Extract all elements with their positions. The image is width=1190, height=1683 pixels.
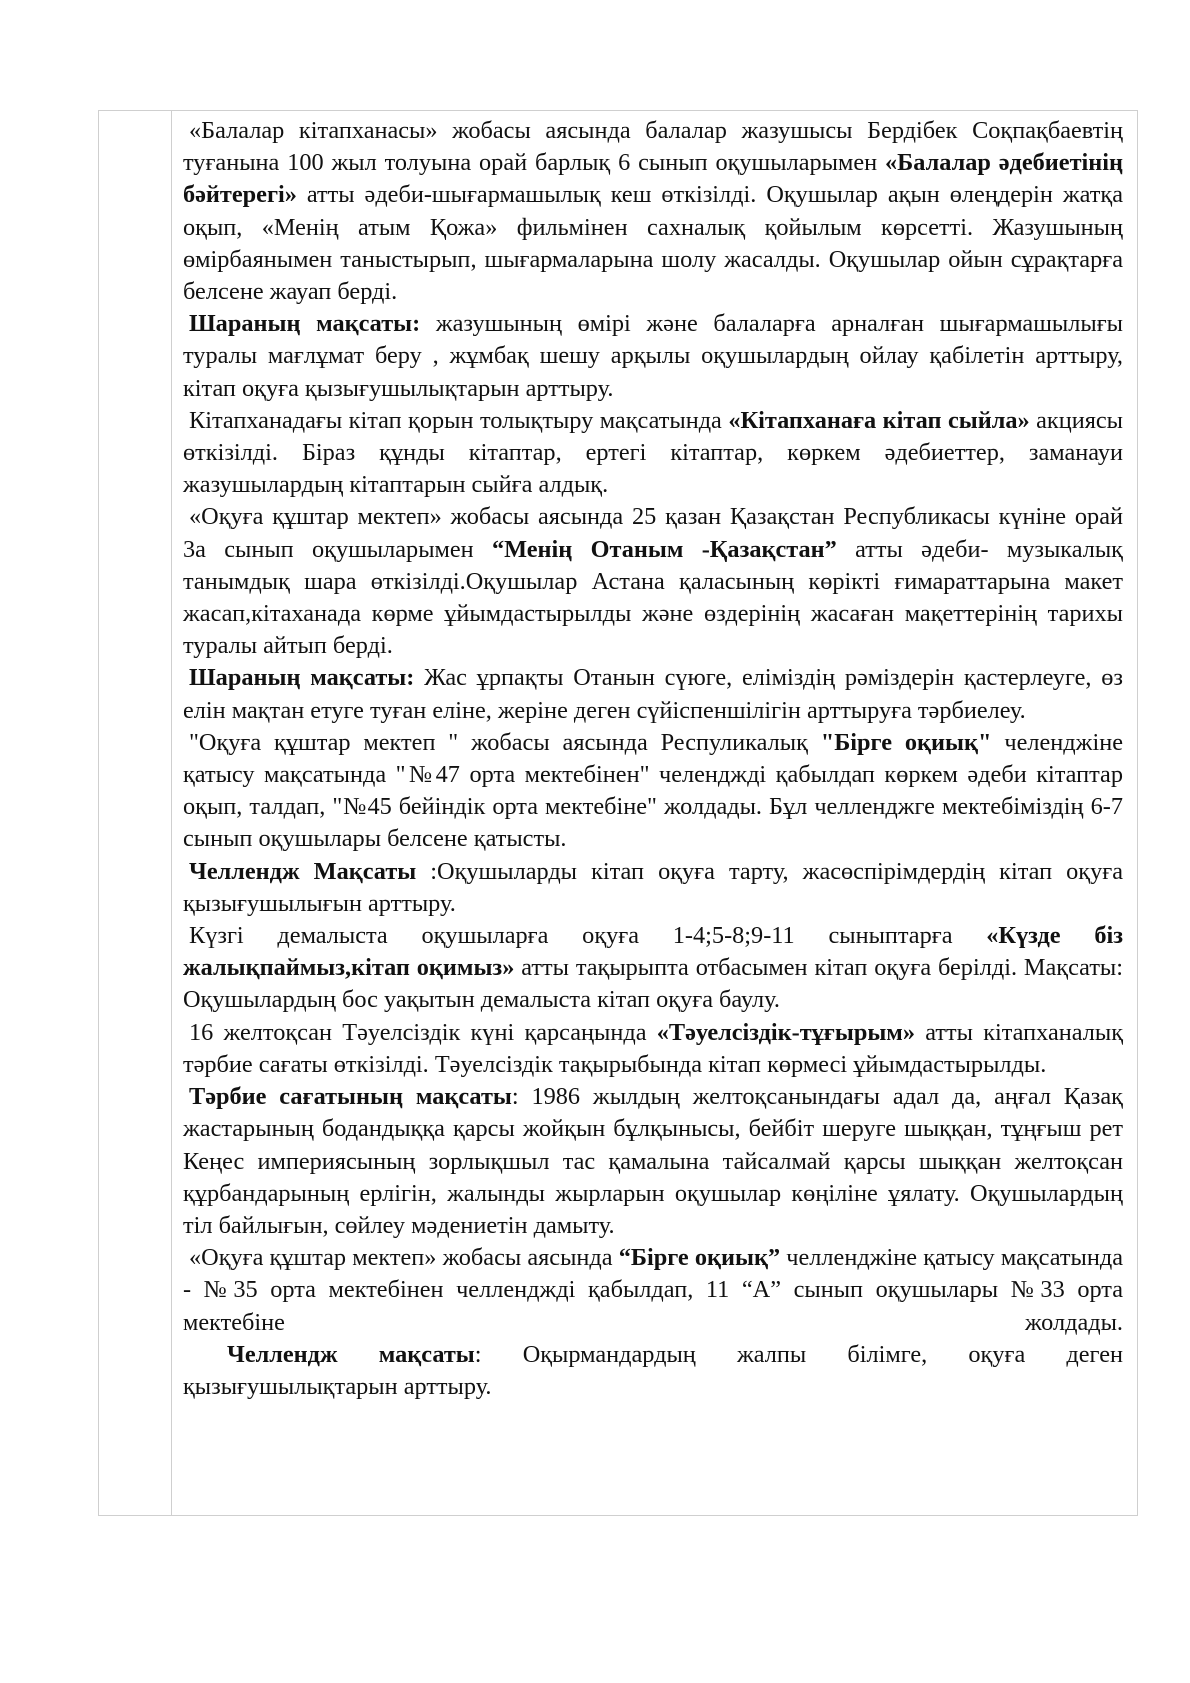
- text-run: : 1986 жылдың желтоқсанындағы адал да, аңғал Қазақ жастарының бодандыққа қарсы жойқын бұлқынысы, бейбіт шеруге шыққан, тұңғыш рет Кеңес империясының зорлықшыл тас қамалына тайсалмай қарсы шыққан желтоқсан құрбандарының ерлігін, жалынды жырларын оқушылар көңіліне ұялату. Оқушылардың тіл байлығын, сөйлеу мәдениетін дамыту.: [183, 1083, 1123, 1239]
- bold-phrase: Челлендж Мақсаты: [189, 857, 417, 885]
- bold-phrase: Шараның мақсаты:: [189, 664, 415, 692]
- bold-phrase: «Балалар әдебиетінің бәйтерегі»: [183, 149, 1123, 209]
- bold-phrase: «Күзде біз жалықпаймыз,кітап оқимыз»: [183, 922, 1123, 982]
- bold-phrase: Тәрбие сағатының мақсаты: [189, 1083, 512, 1111]
- bold-phrase: Шараның мақсаты:: [189, 310, 421, 338]
- paragraph-p5: [183, 662, 1123, 726]
- text-run: «Оқуға құштар мектеп» жобасы аясында 25 қазан Қазақстан Республикасы күніне орай 3а сынып оқушыларымен: [183, 503, 1123, 563]
- text-run: челленджіне қатысу мақсатында - №35 орта мектебінен челленджді қабылдап, 11 “А” сынып оқушылары №33 орта мектебіне жолдады.: [183, 1244, 1123, 1336]
- text-run: атты әдеби-шығармашылық кеш өткізілді. Оқушылар ақын өлеңдерін жатқа оқып, «Менің атым Қожа» фильмінен сахналық қойылым көрсетті. Жазушының өмірбаянымен таныстырып, шығармаларына шолу жасалды. Оқушылар ойын сұрақтарға белсене жауап берді.: [183, 181, 1123, 306]
- text-run: атты әдеби- музыкалық танымдық шара өткізілді.Оқушылар Астана қаласының көрікті ғимараттарына макет жасап,кітаханада көрме ұйымдастырылды және өздерінің жасаған мақеттерінің тарихы туралы айтып берді.: [183, 535, 1123, 660]
- document-table: [98, 110, 1138, 1516]
- text-run: Кітапханадағы кітап қорын толықтыру мақсатында: [189, 406, 729, 434]
- paragraph-p9: [183, 1017, 1123, 1081]
- bold-phrase: "Бірге оқиық": [820, 728, 992, 756]
- bold-phrase: “Менің Отаным -Қазақстан”: [492, 535, 837, 563]
- text-run: «Балалар кітапханасы» жобасы аясында балалар жазушысы Бердібек Соқпақбаевтің туғанына 100 жыл толуына орай барлық 6 сынып оқушыларымен: [183, 117, 1123, 177]
- text-run: атты кітапханалық тәрбие сағаты өткізілді. Тәуелсіздік тақырыбында кітап көрмесі ұйымдастырылды.: [183, 1018, 1124, 1078]
- paragraph-p7: [183, 856, 1123, 920]
- bold-phrase: Челлендж мақсаты: [227, 1340, 475, 1368]
- paragraph-p6: [183, 727, 1123, 856]
- bold-phrase: «Кітапханаға кітап сыйла»: [728, 406, 1030, 434]
- paragraph-p3: [183, 405, 1123, 502]
- paragraph-p11: [183, 1242, 1123, 1339]
- paragraph-p8: [183, 920, 1123, 1017]
- text-run: : Оқырмандардың жалпы білімге, оқуға деген қызығушылықтарын арттыру.: [183, 1340, 1123, 1400]
- text-run: челенджіне қатысу мақсатында "№47 орта мектебінен" челенджді қабылдап көркем әдеби кітаптар оқып, талдап, "№45 бейіндік орта мектебіне" жолдады. Бұл челленджге мектебіміздің 6-7 сынып оқушылары белсене қатысты.: [183, 728, 1123, 853]
- paragraph-p4: [183, 501, 1123, 662]
- paragraph-p10: [183, 1081, 1123, 1242]
- text-run: "Оқуға құштар мектеп " жобасы аясында Респуликалық: [189, 728, 821, 756]
- text-run: атты тақырыпта отбасымен кітап оқуға берілді. Мақсаты: Оқушылардың бос уақытын демалыста кітап оқуға баулу.: [183, 954, 1124, 1014]
- report-text-column: [183, 115, 1123, 1403]
- text-run: «Оқуға құштар мектеп» жобасы аясында: [189, 1244, 619, 1272]
- text-run: 16 желтоқсан Тәуелсіздік күні қарсаңында: [189, 1018, 657, 1046]
- text-run: акциясы өткізілді. Біраз құнды кітаптар, ертегі кітаптар, көркем әдебиеттер, заманауи жазушылардың кітаптарын сыйға алдық.: [183, 406, 1124, 499]
- bold-phrase: «Тәуелсіздік-тұғырым»: [656, 1018, 915, 1046]
- table-left-column: [99, 111, 172, 1515]
- text-run: жазушының өмірі және балаларға арналған шығармашылығы туралы мағлұмат беру , жұмбақ шешу арқылы оқушылардың ойлау қабілетін арттыру, кітап оқуға қызығушылықтарын арттыру.: [183, 310, 1123, 402]
- text-run: Күзгі демалыста оқушыларға оқуға 1-4;5-8;9-11 сыныптарға: [189, 922, 987, 950]
- bold-phrase: “Бірге оқиық”: [618, 1244, 781, 1272]
- paragraph-p2: [183, 308, 1123, 405]
- text-run: Жас ұрпақты Отанын сүюге, еліміздің рәміздерін қастерлеуге, өз елін мақтан етуге туған еліне, жеріне деген сүйіспеншілігін арттыруға тәрбиелеу.: [183, 664, 1123, 724]
- paragraph-p1: [183, 115, 1123, 308]
- paragraph-p12: [183, 1339, 1123, 1403]
- text-run: :Оқушыларды кітап оқуға тарту, жасөспірімдердің кітап оқуға қызығушылығын арттыру.: [183, 857, 1123, 917]
